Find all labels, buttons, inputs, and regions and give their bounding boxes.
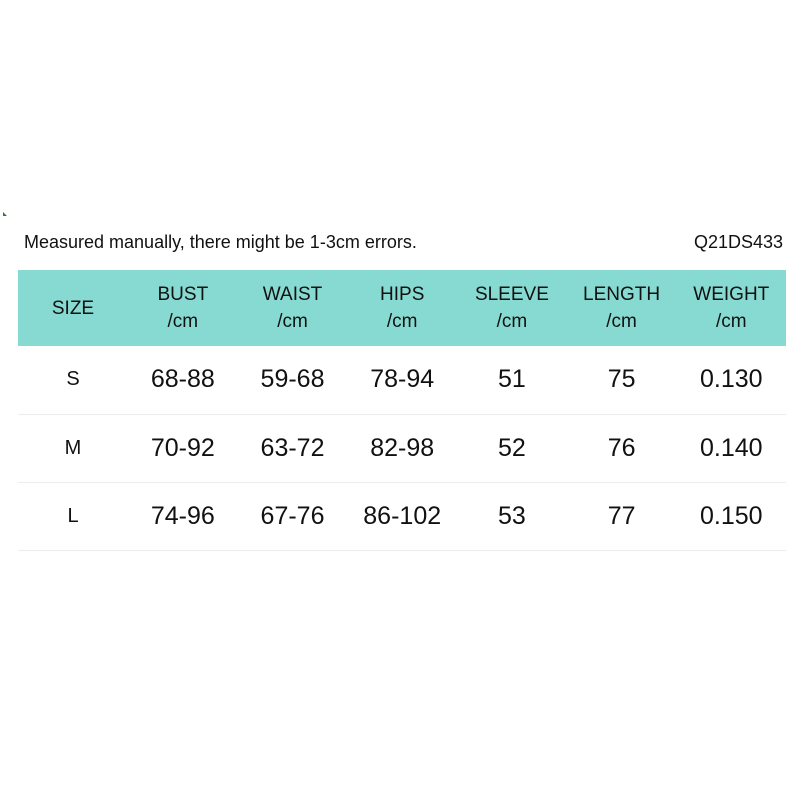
header-label: SIZE: [51, 297, 95, 319]
header-label: HIPS: [380, 284, 425, 305]
header-size: [18, 270, 128, 346]
sleeve-cell: 51: [498, 365, 526, 394]
table-body: [18, 346, 786, 550]
hips-cell: 78-94: [370, 365, 435, 394]
sleeve-cell: 52: [498, 433, 526, 462]
size-cell: L: [67, 504, 79, 527]
table-header: [18, 270, 786, 346]
size-cell: M: [64, 436, 82, 459]
table-row-l: [18, 482, 786, 550]
header-unit: /cm: [606, 311, 637, 332]
corner-mark: [3, 212, 7, 216]
header-label: WAIST: [262, 284, 323, 305]
header-length: [567, 270, 677, 346]
measurement-note: Measured manually, there might be 1-3cm errors.: [24, 231, 417, 252]
bust-cell: 70-92: [150, 433, 215, 462]
header-unit: /cm: [715, 311, 747, 332]
size-chart-table: [18, 270, 786, 551]
header-weight: [676, 270, 786, 346]
length-cell: 76: [607, 433, 636, 462]
table-row-m: [18, 414, 786, 482]
waist-cell: 59-68: [260, 365, 325, 394]
header-unit: /cm: [386, 311, 418, 332]
header-hips: [347, 270, 457, 346]
bust-cell: 74-96: [150, 501, 215, 530]
waist-cell: 67-76: [260, 501, 325, 530]
weight-cell: 0.150: [700, 501, 763, 530]
sleeve-cell: 53: [498, 501, 526, 530]
header-label: LENGTH: [583, 284, 661, 305]
header-unit: /cm: [167, 311, 199, 332]
bust-cell: 68-88: [150, 365, 215, 394]
header-unit: /cm: [496, 311, 528, 332]
product-code: Q21DS433: [693, 231, 783, 252]
header-sleeve: [457, 270, 567, 346]
header-label: BUST: [157, 284, 209, 305]
waist-cell: 63-72: [260, 433, 325, 462]
weight-cell: 0.130: [700, 365, 763, 394]
header-bust: [128, 270, 238, 346]
length-cell: 75: [607, 365, 636, 394]
header-waist: [238, 270, 348, 346]
header-label: WEIGHT: [693, 284, 770, 305]
header-unit: /cm: [277, 311, 308, 332]
header-label: SLEEVE: [474, 284, 549, 305]
header-row: [18, 270, 786, 346]
hips-cell: 82-98: [370, 433, 435, 462]
table-row-s: [18, 346, 786, 414]
length-cell: 77: [607, 501, 636, 530]
size-cell: S: [66, 368, 80, 391]
hips-cell: 86-102: [363, 501, 442, 530]
weight-cell: 0.140: [700, 433, 763, 462]
caption-row: [18, 229, 786, 255]
